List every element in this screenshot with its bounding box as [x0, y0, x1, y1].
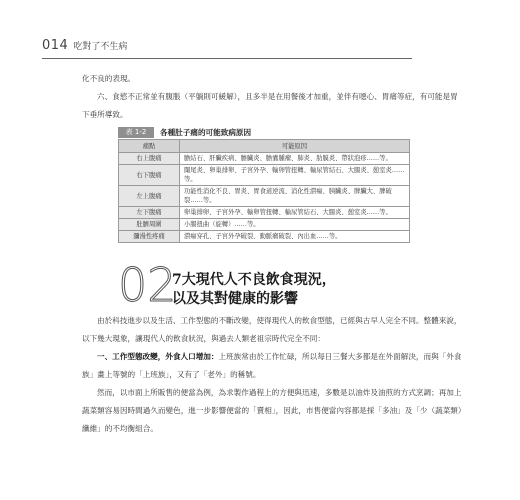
pain-area-cell: 左上腹痛 — [119, 186, 180, 207]
table-row — [119, 186, 410, 207]
page-number: 014 — [42, 38, 69, 53]
section-title-line: 7大現代人不良飲食現況， — [172, 272, 336, 288]
table-header-area: 痛點 — [119, 140, 180, 153]
cause-cell: 卵巢排卵、子宮外孕、輸卵管扭轉、輸尿管結石、大腸炎、憩室炎……等。 — [180, 207, 410, 219]
cause-cell: 膽結石、肝臟疾病、膽臟炎、膽囊腫瘤、肺炎、肋膜炎、帶狀泡疹……等。 — [180, 153, 410, 165]
cause-cell: 潰瘍穿孔、子宮外孕破裂、動脈瘤破裂、內出血……等。 — [180, 231, 410, 243]
header-divider — [42, 58, 412, 59]
intro-text — [82, 70, 462, 124]
pain-area-cell: 右下腹痛 — [119, 165, 180, 186]
table-caption — [118, 126, 251, 138]
table-row — [119, 153, 410, 165]
table-header-causes: 可能原因 — [180, 140, 410, 153]
section-title-line: 以及其對健康的影響 — [172, 291, 298, 307]
section-number: 02 — [118, 258, 177, 312]
body-paragraph: 然而，以市面上所販售的便當為例，為求製作過程上的方便與迅速，多數是以油炸及油煎的方式烹調；再加上蔬菜類容易因時間過久而變色，進一步影響便當的「賣相」，因此，市售便當內容都是採「多油」及「少（蔬菜類）纖維」的不均衡組合。 — [82, 388, 462, 433]
pain-area-cell: 左下腹痛 — [119, 207, 180, 219]
pain-area-cell: 瀰漫性疼痛 — [119, 231, 180, 243]
intro-line: 化不良的表現。 — [82, 74, 136, 83]
table-title: 各種肚子痛的可能致病原因 — [160, 127, 252, 137]
cause-cell: 小腸扭曲（旋轉）……等。 — [180, 219, 410, 231]
table-row — [119, 219, 410, 231]
book-title: 吃對了不生病 — [73, 42, 128, 52]
pain-area-cell: 肚臍周圍 — [119, 219, 180, 231]
table-row — [119, 165, 410, 186]
cause-cell: 功能性消化不良、胃炎、胃食道逆流、消化性潰瘍、胰臟炎、脾臟大、脾破裂……等。 — [180, 186, 410, 207]
table-row — [119, 207, 410, 219]
body-paragraph — [82, 348, 462, 384]
pain-area-cell: 右上腹痛 — [119, 153, 180, 165]
list-item-text: 上班族常由於工作忙碌，所以每日三餐大多都是在外面解決，而與「外食族」畫上等號的「上班族」，又有了「老外」的稱號。 — [82, 352, 462, 379]
table-label: 表 1-2 — [118, 127, 154, 138]
section-heading — [172, 271, 392, 309]
cause-cell: 闌尾炎、卵巢排卵、子宮外孕、輸卵管扭轉、輸尿管結石、大腸炎、憩室炎……等。 — [180, 165, 410, 186]
abdominal-pain-table — [118, 139, 410, 243]
list-item-lead: 一、工作型態改變，外食人口增加： — [97, 352, 219, 361]
table-row — [119, 231, 410, 243]
page-header — [42, 38, 127, 58]
body-text — [82, 312, 462, 438]
intro-paragraph: 六、食慾不正常並有腹脹（平躺則可緩解），且多半是在用餐後才加重，並伴有噁心、胃痛等症，有可能是胃下垂所導致。 — [82, 92, 458, 119]
body-paragraph: 由於科技進步以及生活、工作型態的不斷改變，使得現代人的飲食型態，已經與古早人完全不同。整體來說，以下幾大現象，讓現代人的飲食狀況，與過去人類老祖宗時代完全不同： — [82, 316, 462, 343]
